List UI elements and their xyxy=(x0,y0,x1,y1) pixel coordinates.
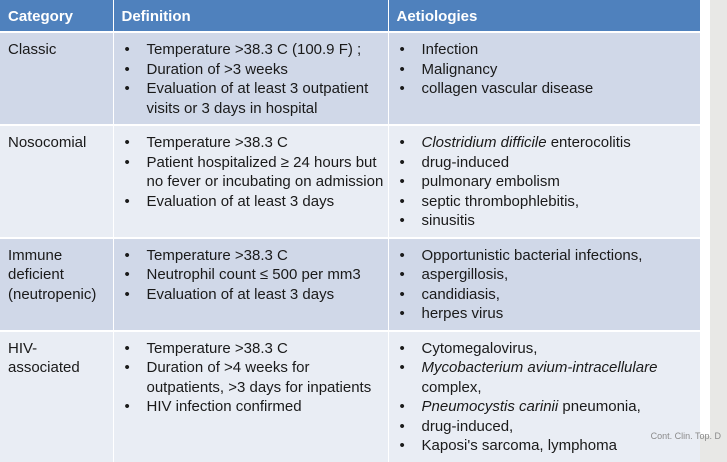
header-category: Category xyxy=(0,0,113,32)
aetiology-item: • candidiasis, xyxy=(389,285,701,305)
header-aetiologies: Aetiologies xyxy=(388,0,700,32)
row-definition xyxy=(113,331,388,462)
aetiology-item: • drug-induced, xyxy=(389,417,701,437)
definition-item: • Evaluation of at least 3 days xyxy=(114,192,388,212)
row-category: HIV-associated xyxy=(0,331,113,462)
table-row-immune-deficient xyxy=(0,238,700,331)
aetiology-item: • Malignancy xyxy=(389,60,701,80)
organism-name: Clostridium difficile xyxy=(421,134,547,151)
header-definition: Definition xyxy=(113,0,388,32)
table-header xyxy=(0,0,700,32)
source-footnote: Cont. Clin. Top. D xyxy=(650,431,721,441)
aetiology-suffix: pneumonia, xyxy=(558,398,641,415)
aetiology-item: • collagen vascular disease xyxy=(389,79,701,99)
definition-item: • Evaluation of at least 3 days xyxy=(114,285,388,305)
definition-item: • Temperature >38.3 C xyxy=(114,246,388,266)
aetiology-item: • Cytomegalovirus, xyxy=(389,339,701,359)
row-category: Immune deficient (neutropenic) xyxy=(0,238,113,331)
definition-item: • Temperature >38.3 C (100.9 F) ; xyxy=(114,40,388,60)
row-aetiologies xyxy=(388,32,700,125)
aetiology-item: • herpes virus xyxy=(389,304,701,324)
definition-item: • Patient hospitalized ≥ 24 hours but no fever or incubating on admission xyxy=(114,153,388,192)
aetiology-item: • drug-induced xyxy=(389,153,701,173)
row-definition xyxy=(113,125,388,238)
definition-item: • Temperature >38.3 C xyxy=(114,339,388,359)
aetiology-item xyxy=(389,358,701,397)
aetiology-item xyxy=(389,397,701,417)
row-aetiologies xyxy=(388,125,700,238)
aetiology-suffix: complex, xyxy=(421,378,482,396)
aetiology-item: • Opportunistic bacterial infections, xyxy=(389,246,701,266)
row-definition xyxy=(113,238,388,331)
aetiology-item xyxy=(389,133,701,153)
definition-item: • Temperature >38.3 C xyxy=(114,133,388,153)
aetiology-item: • pulmonary embolism xyxy=(389,172,701,192)
aetiology-item: • septic thrombophlebitis, xyxy=(389,192,701,212)
aetiology-item: • Kaposi's sarcoma, lymphoma xyxy=(389,436,701,456)
definition-item: • HIV infection confirmed xyxy=(114,397,388,417)
row-definition xyxy=(113,32,388,125)
organism-name: Pneumocystis carinii xyxy=(421,398,559,415)
aetiology-item: • aspergillosis, xyxy=(389,265,701,285)
definition-item: • Duration of >4 weeks for outpatients, >3 days for inpatients xyxy=(114,358,388,397)
aetiology-item: • Infection xyxy=(389,40,701,60)
table-row-classic xyxy=(0,32,700,125)
definition-item: • Evaluation of at least 3 outpatient visits or 3 days in hospital xyxy=(114,79,388,118)
row-category: Classic xyxy=(0,32,113,125)
table-row-hiv-associated xyxy=(0,331,700,462)
row-aetiologies xyxy=(388,238,700,331)
row-aetiologies xyxy=(388,331,700,462)
organism-name: Mycobacterium avium-intracellulare xyxy=(421,359,658,376)
aetiology-suffix: enterocolitis xyxy=(546,134,631,151)
table-row-nosocomial xyxy=(0,125,700,238)
row-category: Nosocomial xyxy=(0,125,113,238)
definition-item: • Neutrophil count ≤ 500 per mm3 xyxy=(114,265,388,285)
definition-item: • Duration of >3 weeks xyxy=(114,60,388,80)
aetiology-item: • sinusitis xyxy=(389,211,701,231)
